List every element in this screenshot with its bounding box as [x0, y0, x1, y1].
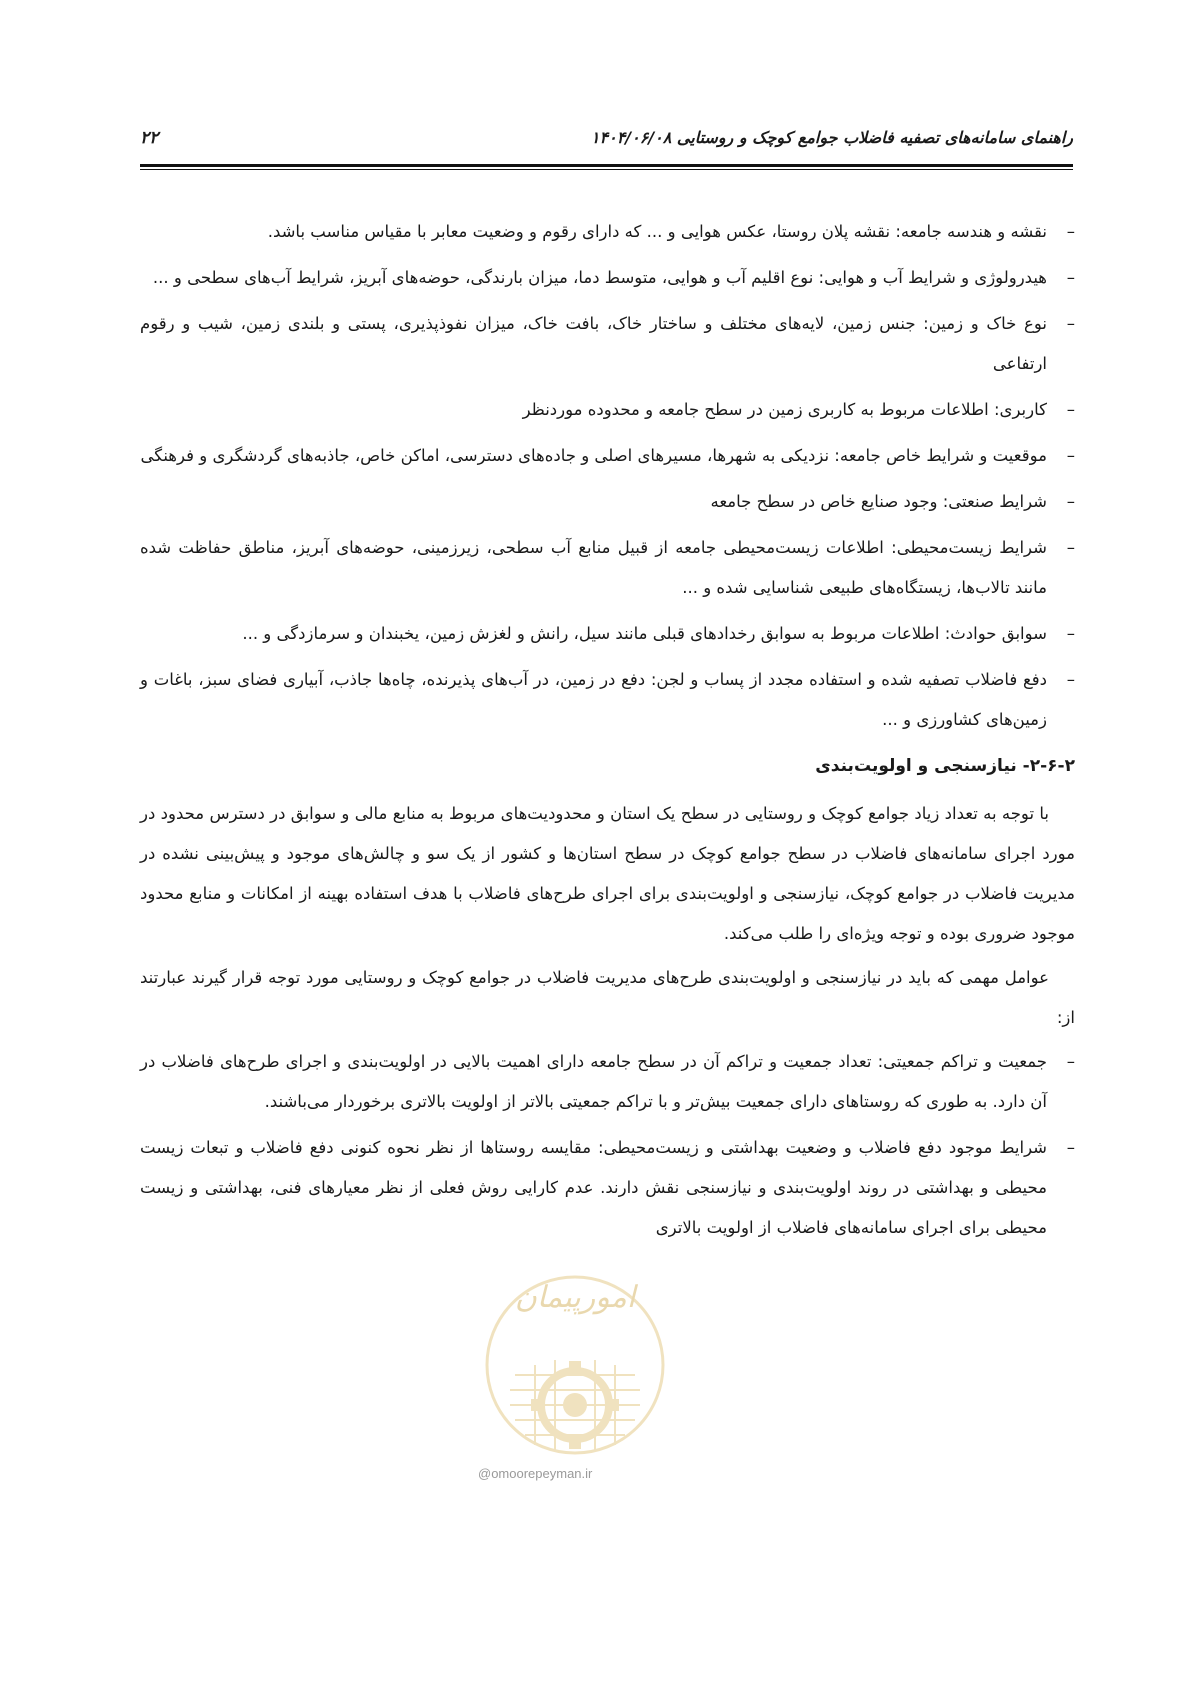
watermark-logo [455, 1255, 695, 1465]
bullet-dash: – [1066, 1052, 1075, 1071]
bullet-dash: – [1066, 446, 1075, 465]
header-rule-thin [140, 169, 1073, 170]
requirements-list [140, 212, 1075, 740]
header-rule [140, 164, 1073, 167]
bullet-dash: – [1066, 624, 1075, 643]
list-item [140, 660, 1075, 740]
bullet-dash: – [1066, 314, 1075, 333]
bullet-dash: – [1066, 538, 1075, 557]
list-item-text: نقشه و هندسه جامعه: نقشه پلان روستا، عکس هوایی و ... که دارای رقوم و وضعیت معابر با مقیاس مناسب باشد. [267, 222, 1047, 241]
bullet-dash: – [1066, 492, 1075, 511]
list-item-text: دفع فاضلاب تصفیه شده و استفاده مجدد از پساب و لجن: دفع در زمین، در آب‌های پذیرنده، چاه‌ها جاذب، آبیاری فضای سبز، باغات و زمین‌های کشاورزی و ... [140, 670, 1047, 729]
list-item [140, 528, 1075, 608]
header-title: راهنمای سامانه‌های تصفیه فاضلاب جوامع کوچک و روستایی [676, 128, 1073, 147]
factors-list [140, 1042, 1075, 1248]
header-date: ۱۴۰۴/۰۶/۰۸ [590, 128, 672, 147]
list-item [140, 482, 1075, 522]
list-item [140, 614, 1075, 654]
bullet-dash: – [1066, 670, 1075, 689]
section-heading: ۲-۶-۲- نیازسنجی و اولویت‌بندی [815, 756, 1075, 776]
list-item-text: جمعیت و تراکم جمعیتی: تعداد جمعیت و تراکم آن در سطح جامعه دارای اهمیت بالایی در اولویت‌بندی و اجرای طرح‌های فاضلاب در آن دارد. به طوری که روستاهای دارای جمعیت بیش‌تر و با تراکم جمعیتی بالاتر از اولویت بالاتری برخوردار می‌باشند. [140, 1052, 1047, 1111]
list-item [140, 212, 1075, 252]
list-item [140, 436, 1075, 476]
list-item-text: موقعیت و شرایط خاص جامعه: نزدیکی به شهرها، مسیرهای اصلی و جاده‌های دسترسی، اماکن خاص، جاذبه‌های گردشگری و فرهنگی [140, 446, 1047, 465]
list-item [140, 304, 1075, 384]
watermark-logo-text: امورپیمان [514, 1280, 636, 1315]
page-number: ۲۲ [140, 128, 159, 148]
bullet-dash: – [1066, 222, 1075, 241]
list-item [140, 1128, 1075, 1248]
body-paragraph: با توجه به تعداد زیاد جوامع کوچک و روستایی در سطح یک استان و محدودیت‌های مربوط به منابع مالی و سوابق در دسترس محدود در مورد اجرای سامانه‌های فاضلاب در سطح جوامع کوچک در سطح استان‌ها و کشور از یک سو و چالش‌های موجود و پیش‌بینی نشده در مدیریت فاضلاب در جوامع کوچک، نیازسنجی و اولویت‌بندی برای اجرای طرح‌های فاضلاب با هدف استفاده بهینه از امکانات و منابع محدود موجود ضروری بوده و توجه ویژه‌ای را طلب می‌کند. [140, 804, 1075, 943]
watermark-url: @omoorepeyman.ir [478, 1466, 593, 1481]
bullet-dash: – [1066, 1138, 1075, 1157]
bullet-dash: – [1066, 268, 1075, 287]
list-item-text: شرایط زیست‌محیطی: اطلاعات زیست‌محیطی جامعه از قبیل منابع آب سطحی، زیرزمینی، حوضه‌های آبریز، مناطق حفاظت شده مانند تالاب‌ها، زیستگاه‌های طبیعی شناسایی شده و ... [140, 538, 1047, 597]
list-item [140, 390, 1075, 430]
list-item-text: شرایط صنعتی: وجود صنایع خاص در سطح جامعه [710, 492, 1047, 511]
grid-pattern [510, 1360, 640, 1450]
list-item-text: هیدرولوژی و شرایط آب و هوایی: نوع اقلیم آب و هوایی، متوسط دما، میزان بارندگی، حوضه‌های آبریز، شرایط آب‌های سطحی و ... [152, 268, 1047, 287]
page-header [140, 128, 1073, 168]
list-item-text: سوابق حوادث: اطلاعات مربوط به سوابق رخدادهای قبلی مانند سیل، رانش و لغزش زمین، یخبندان و سرمازدگی و ... [242, 624, 1047, 643]
list-item-text: شرایط موجود دفع فاضلاب و وضعیت بهداشتی و زیست‌محیطی: مقایسه روستاها از نظر نحوه کنونی دفع فاضلاب و تبعات زیست محیطی و بهداشتی در روند اولویت‌بندی و نیازسنجی نقش دارند. عدم کارایی روش فعلی از نظر معیارهای فنی، بهداشتی و زیست محیطی برای اجرای سامانه‌های فاضلاب از اولویت بالاتری [140, 1138, 1047, 1237]
list-item [140, 258, 1075, 298]
header-title-line [569, 128, 1073, 147]
gear-icon [531, 1361, 619, 1449]
list-item-text: کاربری: اطلاعات مربوط به کاربری زمین در سطح جامعه و محدوده موردنظر [522, 400, 1047, 419]
bullet-dash: – [1066, 400, 1075, 419]
list-item [140, 1042, 1075, 1122]
page-content [140, 212, 1075, 1254]
body-paragraph: عوامل مهمی که باید در نیازسنجی و اولویت‌بندی طرح‌های مدیریت فاضلاب در جوامع کوچک و روستایی مورد توجه قرار گیرند عبارتند از: [140, 968, 1075, 1027]
list-item-text: نوع خاک و زمین: جنس زمین، لایه‌های مختلف و ساختار خاک، بافت خاک، میزان نفوذپذیری، پستی و بلندی زمین، شیب و رقوم ارتفاعی [140, 314, 1047, 373]
